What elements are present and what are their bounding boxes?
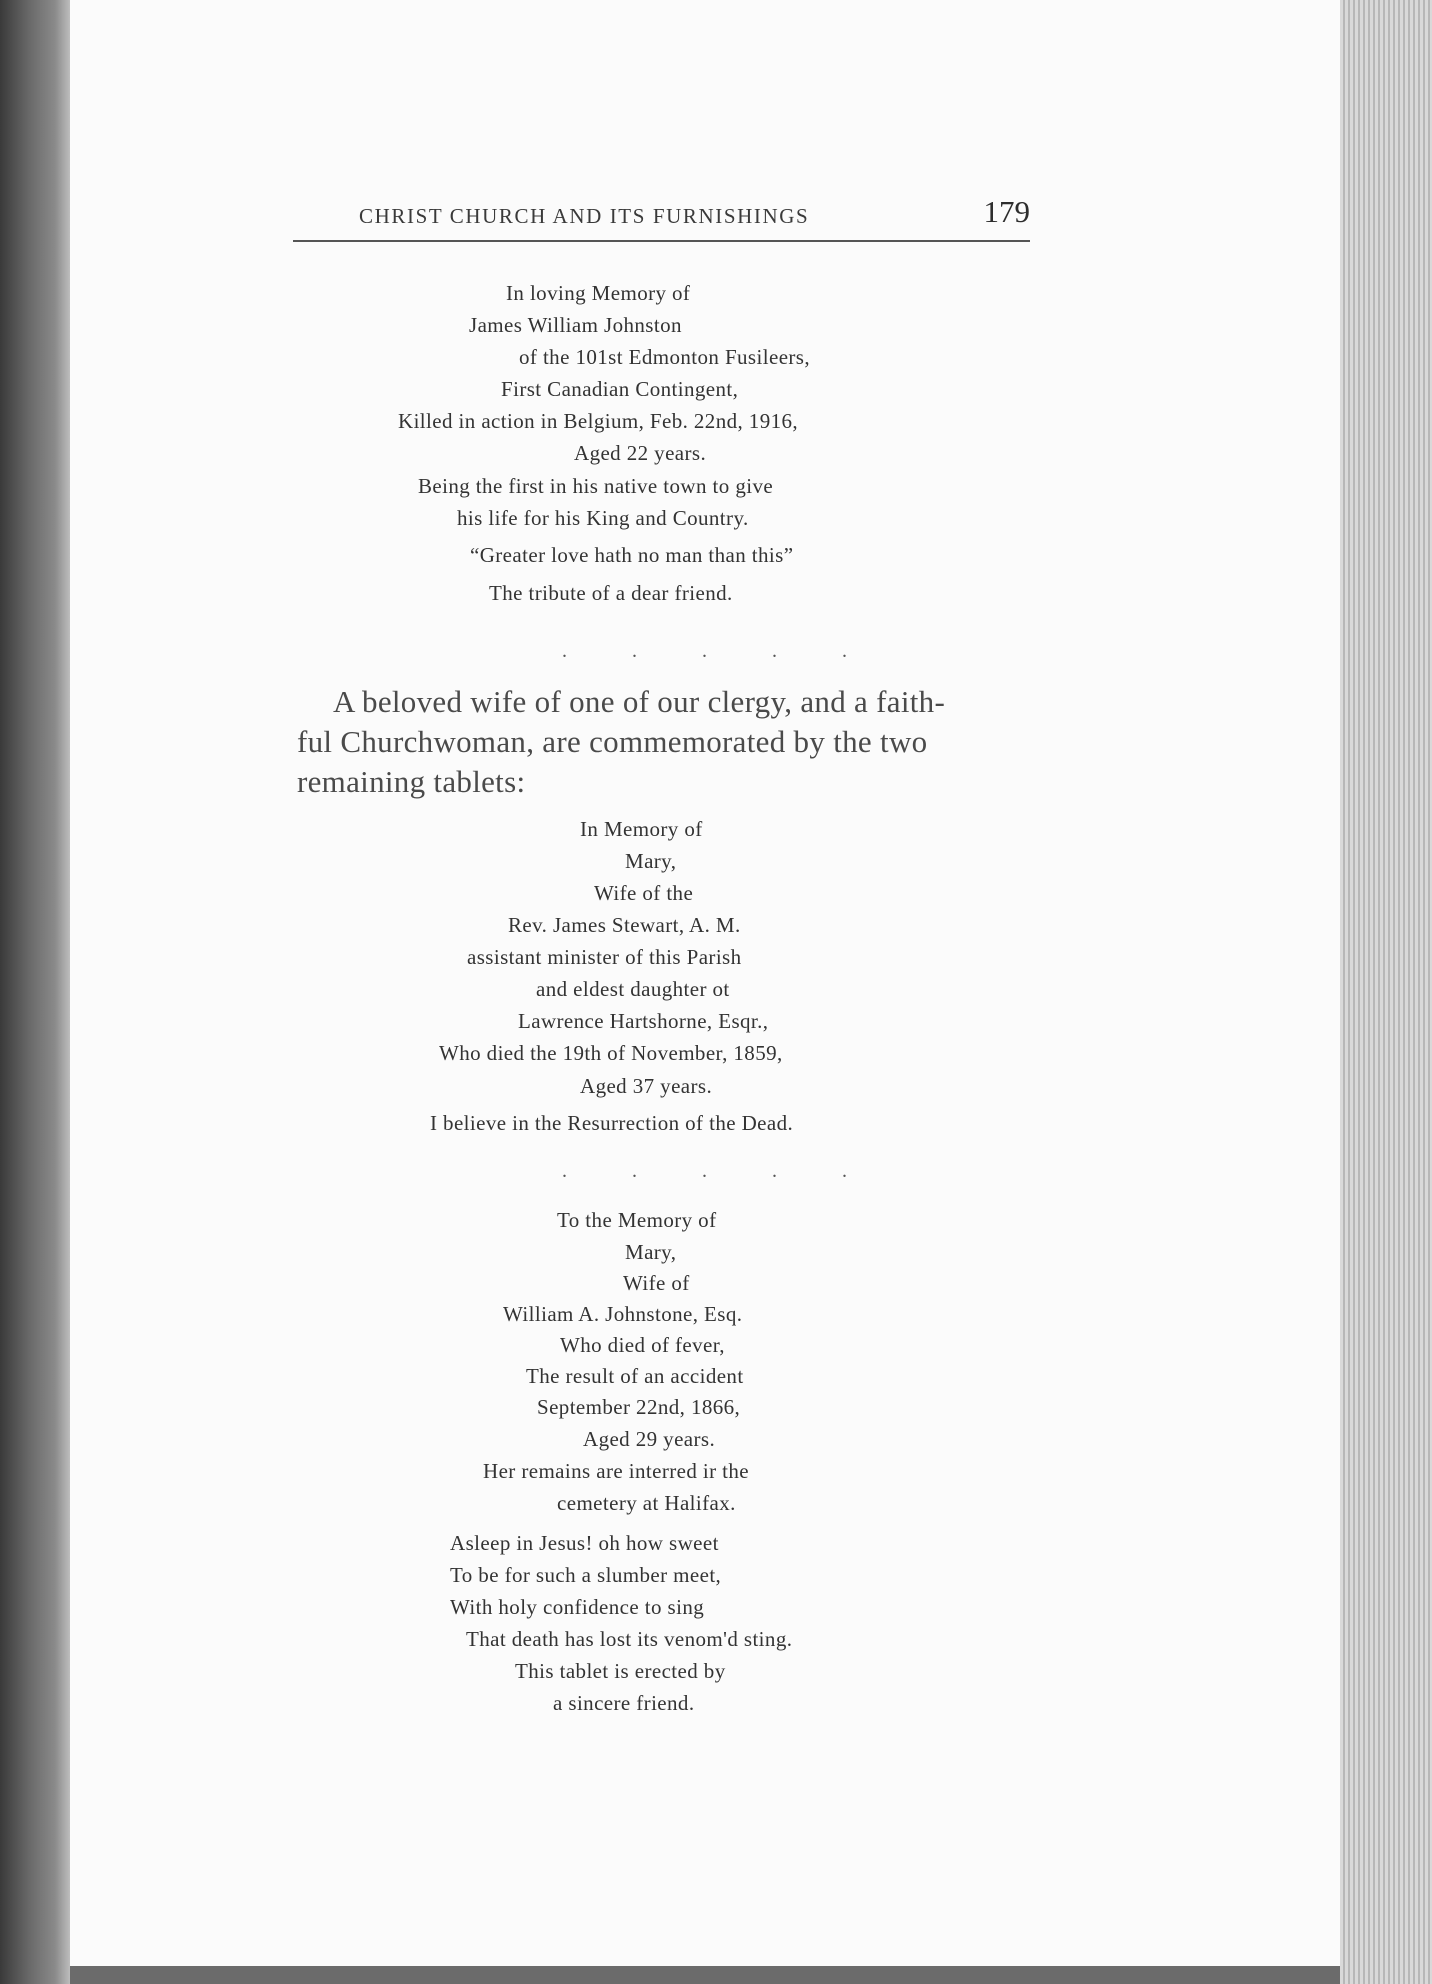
section-separator: . . . . .: [562, 1160, 877, 1182]
tablet-line: In loving Memory of: [506, 281, 691, 305]
tablet-line: September 22nd, 1866,: [537, 1395, 741, 1419]
page-header: [293, 186, 1030, 242]
tablet-line: James William Johnston: [469, 313, 682, 337]
section-separator: . . . . .: [562, 640, 877, 662]
paragraph-line: A beloved wife of one of our clergy, and a faith-: [333, 684, 946, 719]
tablet-line: That death has lost its venom'd sting.: [466, 1627, 793, 1651]
tablet-line: The result of an accident: [526, 1364, 744, 1388]
tablet-line: cemetery at Halifax.: [557, 1491, 736, 1515]
tablet-line: assistant minister of this Parish: [467, 945, 742, 969]
tablet-line: Rev. James Stewart, A. M.: [508, 913, 741, 937]
tablet-line: Being the first in his native town to give: [418, 474, 774, 498]
page-edges: [1340, 0, 1432, 1984]
tablet-line: Aged 22 years.: [574, 441, 707, 465]
page-number: 179: [983, 194, 1030, 229]
tablet-line: Asleep in Jesus! oh how sweet: [450, 1531, 719, 1555]
tablet-line: First Canadian Contingent,: [501, 377, 739, 401]
tablet-line: “Greater love hath no man than this”: [470, 543, 794, 567]
tablet-line: Mary,: [625, 1240, 677, 1264]
tablet-line: Killed in action in Belgium, Feb. 22nd, 1916,: [398, 409, 799, 433]
running-head: CHRIST CHURCH AND ITS FURNISHINGS: [359, 204, 810, 228]
tablet-line: Who died the 19th of November, 1859,: [439, 1041, 783, 1065]
tablet-line: In Memory of: [580, 817, 703, 841]
tablet-line: Wife of: [623, 1271, 690, 1295]
tablet-line: and eldest daughter ot: [536, 977, 730, 1001]
tablet-line: Who died of fever,: [560, 1333, 725, 1357]
paragraph-line: ful Churchwoman, are commemorated by the two: [297, 724, 928, 759]
tablet-line: Her remains are interred ir the: [483, 1459, 750, 1483]
tablet-line: Wife of the: [594, 881, 694, 905]
tablet-line: This tablet is erected by: [515, 1659, 726, 1683]
tablet-line: William A. Johnstone, Esq.: [503, 1302, 743, 1326]
tablet-line: I believe in the Resurrection of the Dead.: [430, 1111, 794, 1135]
tablet-line: Aged 29 years.: [583, 1427, 716, 1451]
page-bottom-shadow: [70, 1966, 1340, 1984]
tablet-line: To be for such a slumber meet,: [450, 1563, 722, 1587]
tablet-line: The tribute of a dear friend.: [489, 581, 733, 605]
book-binding-shadow: [0, 0, 70, 1984]
header-rule: [293, 240, 1030, 242]
tablet-line: With holy confidence to sing: [450, 1595, 705, 1619]
tablet-line: Lawrence Hartshorne, Esqr.,: [518, 1009, 769, 1033]
tablet-line: his life for his King and Country.: [457, 506, 749, 530]
body-paragraph: [297, 682, 1034, 802]
tablet-line: To the Memory of: [557, 1208, 717, 1232]
tablet-line: Mary,: [625, 849, 677, 873]
tablet-line: a sincere friend.: [553, 1691, 695, 1715]
tablet-line: of the 101st Edmonton Fusileers,: [519, 345, 811, 369]
tablet-line: Aged 37 years.: [580, 1074, 713, 1098]
paragraph-line: remaining tablets:: [297, 764, 526, 799]
